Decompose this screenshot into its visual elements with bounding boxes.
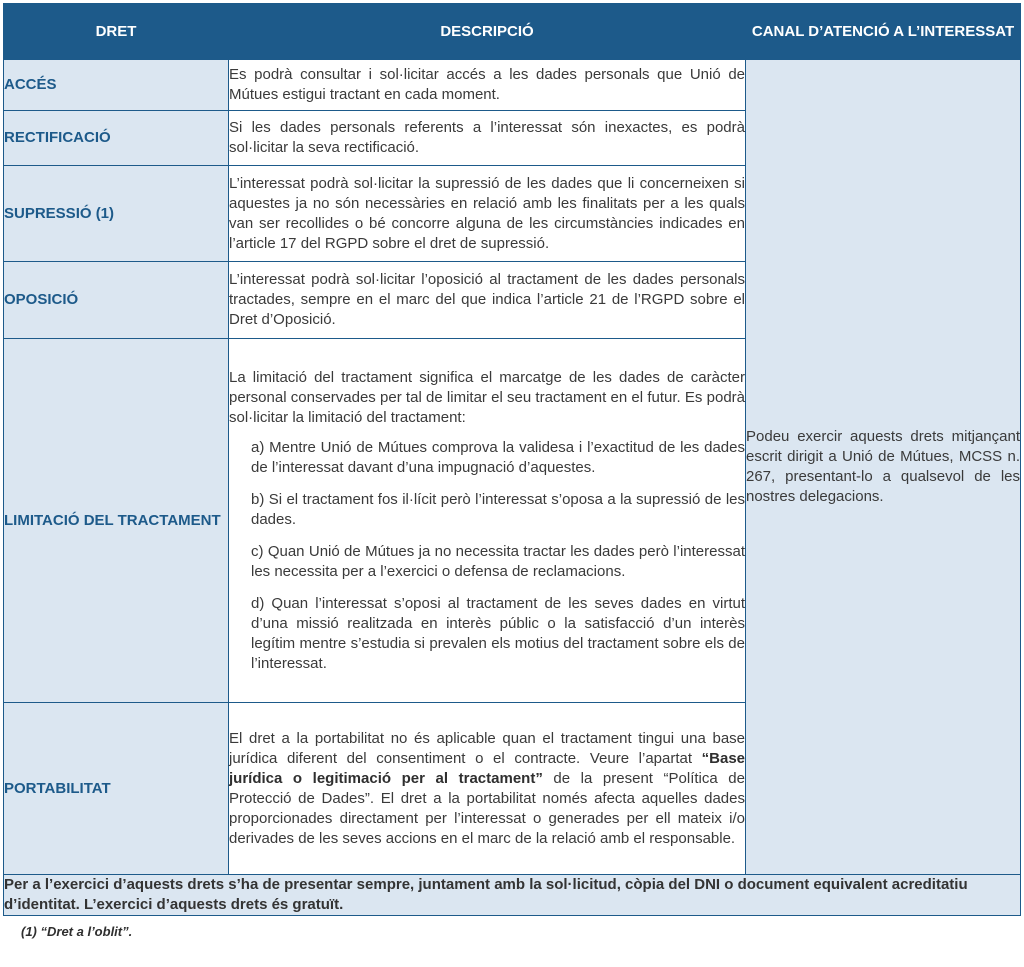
list-item: c) Quan Unió de Mútues ja no necessita tractar les dades però l’interessat les necessita per a l’exercici o defensa de reclamacions. — [251, 542, 745, 580]
header-canal: CANAL D’ATENCIÓ A L’INTERESSAT — [746, 4, 1021, 60]
description-text: Si les dades personals referents a l’interessat són inexactes, es podrà sol·licitar la seva rectificació. — [229, 119, 745, 156]
canal-atencio-cell — [746, 60, 1021, 875]
right-description — [229, 703, 746, 875]
description-text-before: El dret a la portabilitat no és aplicable quan el tractament tingui una base jurídica diferent del consentiment o el contracte. Veure l’apartat — [229, 729, 745, 767]
right-name-acces: ACCÉS — [4, 60, 229, 111]
right-name-oposicio: OPOSICIÓ — [4, 262, 229, 339]
right-name-limitacio: LIMITACIÓ DEL TRACTAMENT — [4, 339, 229, 703]
header-descripcio: DESCRIPCIÓ — [229, 4, 746, 60]
list-item: a) Mentre Unió de Mútues comprova la validesa i l’exactitud de les dades de l’interessat davant d’una impugnació d’aquestes. — [251, 438, 745, 476]
canal-text: Podeu exercir aquests drets mitjançant escrit dirigit a Unió de Mútues, MCSS n. 267, presentant-lo a qualsevol de les nostres delegacions. — [746, 428, 1020, 505]
description-text: Es podrà consultar i sol·licitar accés a les dades personals que Unió de Mútues estigui tractant en cada moment. — [229, 66, 745, 103]
table-header-row — [4, 4, 1021, 60]
list-item: b) Si el tractament fos il·lícit però l’interessat s’oposa a la supressió de les dades. — [251, 490, 745, 528]
rights-table — [3, 3, 1021, 916]
requirements-note: Per a l’exercici d’aquests drets s’ha de presentar sempre, juntament amb la sol·licitud, còpia del DNI o document equivalent acreditatiu d’identitat. L’exercici d’aquests drets és gratuït. — [4, 875, 1021, 916]
right-description — [229, 60, 746, 111]
right-description — [229, 166, 746, 262]
footnote: (1) “Dret a l’oblit”. — [21, 924, 133, 939]
table-row — [4, 60, 1021, 111]
description-text: La limitació del tractament significa el marcatge de les dades de caràcter personal conservades per tal de limitar el seu tractament en el futur. Es podrà sol·licitar la limitació del tractament: — [229, 368, 745, 426]
right-description — [229, 339, 746, 703]
limitacio-cases-list — [229, 438, 745, 674]
description-text — [229, 729, 745, 849]
rights-document — [3, 3, 1020, 939]
description-text: L’interessat podrà sol·licitar la supressió de les dades que li concerneixen si aquestes ja no són necessàries en relació amb les finalitats per a les quals van ser recollides o bé concorre alguna de les circumstàncies indicades en l’article 17 del RGPD sobre el dret de supressió. — [229, 174, 745, 252]
right-name-rectificacio: RECTIFICACIÓ — [4, 111, 229, 166]
header-dret: DRET — [4, 4, 229, 60]
description-text: L’interessat podrà sol·licitar l’oposició al tractament de les dades personals tractades, sempre en el marc del que indica l’article 21 de l’RGPD sobre el Dret d’Oposició. — [229, 271, 745, 328]
description-text-after: de la present “Política de Protecció de Dades”. El dret a la portabilitat només afecta aquelles dades proporcionades directament per l’interessat o generades per ell mateix i/o derivades de les seves accions en el marc de la relació amb el responsable. — [229, 769, 745, 847]
table-footer-row — [4, 875, 1021, 916]
legal-basis-reference: “Base jurídica o legitimació per al tractament” — [229, 749, 745, 787]
right-description — [229, 111, 746, 166]
right-name-portabilitat: PORTABILITAT — [4, 703, 229, 875]
list-item: d) Quan l’interessat s’oposi al tractament de les seves dades en virtut d’una missió realitzada en interès públic o la satisfacció d’un interès legítim mentre s’estudia si prevalen els motius del tractament sobre els de l’interessat. — [251, 594, 745, 672]
right-name-supressio: SUPRESSIÓ (1) — [4, 166, 229, 262]
right-description — [229, 262, 746, 339]
